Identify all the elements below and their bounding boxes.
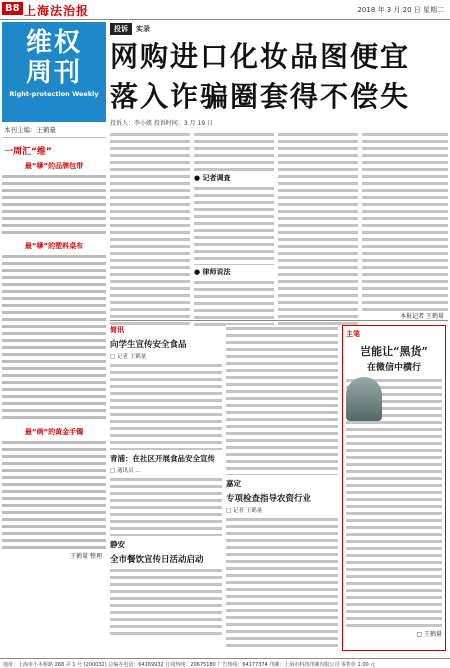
brief-body-1 (110, 362, 222, 450)
page-number: B8 (2, 2, 23, 15)
story-column-4 (362, 131, 448, 327)
chief-editor: 本刊主编：王鹤量 (2, 122, 106, 138)
banner-title-line1: 维权 (25, 28, 82, 58)
middle-author: □ 记者 王鹤量 (226, 508, 263, 514)
page-footer: 地址：上海市小木桥路 268 弄 1 号 (200032) 总编办电话：64169932 订阅热线：20675180 广告热线：64177374 印刷：上海市科技印刷有限公司 零售价 1.00 元 (0, 658, 450, 668)
main-story (110, 22, 448, 327)
middle-headline-2: 专项检查指导农资行业 (226, 494, 312, 504)
subhead-investigation: ● 记者调查 (194, 171, 274, 185)
lower-middle-column (226, 325, 338, 651)
middle-body-1 (226, 325, 338, 475)
brief-author-1: □ 记者 王鹤量 (110, 354, 147, 360)
lower-left-column (110, 325, 222, 651)
page-header (0, 0, 450, 20)
commentary-subtitle: 在微信中横行 (366, 363, 421, 373)
left-column (2, 22, 106, 656)
story-text-1 (110, 131, 190, 327)
headline-line2: 落入诈骗圈套得不偿失 (110, 80, 411, 113)
story-reporter: 本报记者 王鹤量 (362, 311, 448, 320)
commentary-author: □ 王鹤量 (416, 631, 442, 638)
middle-headline-1: 嘉定 (226, 479, 241, 488)
story-column-1 (110, 131, 190, 327)
banner-title-line2: 周刊 (25, 58, 82, 88)
brief-text-3 (2, 439, 106, 549)
brief-author-2: □ 通讯员 ... (110, 468, 141, 474)
subhead-lawyer: ● 律师说法 (194, 265, 274, 279)
briefs-label: 简讯 (110, 326, 124, 334)
newspaper-name: 上海法治报 (24, 4, 90, 18)
story-text-4 (362, 131, 448, 311)
column-banner (2, 22, 106, 122)
commentary-label: 主笔 (346, 330, 360, 338)
story-text-2b (194, 185, 274, 265)
commentary-box (342, 325, 446, 651)
lower-section (110, 320, 448, 654)
story-text-3 (278, 131, 358, 327)
story-column-3 (278, 131, 358, 327)
brief-heading-2: 最“嗲”的塑料桌布 (24, 242, 84, 250)
story-text-2a (194, 131, 274, 171)
brief-heading-3: 最“萌”的黄金手镯 (24, 428, 84, 436)
story-column-2 (194, 131, 274, 327)
commentary-title: 岂能让“黑货” (360, 345, 428, 358)
kicker-sub: 实录 (136, 25, 150, 33)
section-title: 一周汇“维” (4, 147, 52, 157)
issue-date: 2018 年 3 月 20 日 星期二 (357, 6, 444, 14)
brief-body-4 (110, 567, 222, 637)
author-portrait (346, 377, 382, 421)
headline-line1: 网购进口化妆品图便宜 (110, 40, 411, 73)
brief-headline-3: 静安 (110, 540, 125, 549)
middle-body-2 (226, 516, 338, 651)
story-body (110, 131, 448, 327)
banner-english: Right-protection Weekly (9, 90, 99, 98)
brief-text-2 (2, 253, 106, 423)
left-byline: 王鹤量 整理 (70, 553, 102, 560)
brief-body-2 (110, 476, 222, 536)
brief-headline-4: 全市餐饮宣传日活动启动 (110, 555, 204, 565)
brief-text-1 (2, 173, 106, 237)
kicker-tag: 投诉 (110, 23, 132, 35)
brief-headline-1: 向学生宣传安全食品 (110, 340, 187, 350)
brief-headline-2: 青浦：在社区开展食品安全宣传 (110, 454, 215, 463)
complaint-meta: 投诉人：李小姐 投诉时间：3 月 19 日 (110, 120, 214, 127)
story-kicker (110, 22, 448, 36)
brief-heading-1: 最“嗲”的品牌包带 (24, 162, 84, 170)
